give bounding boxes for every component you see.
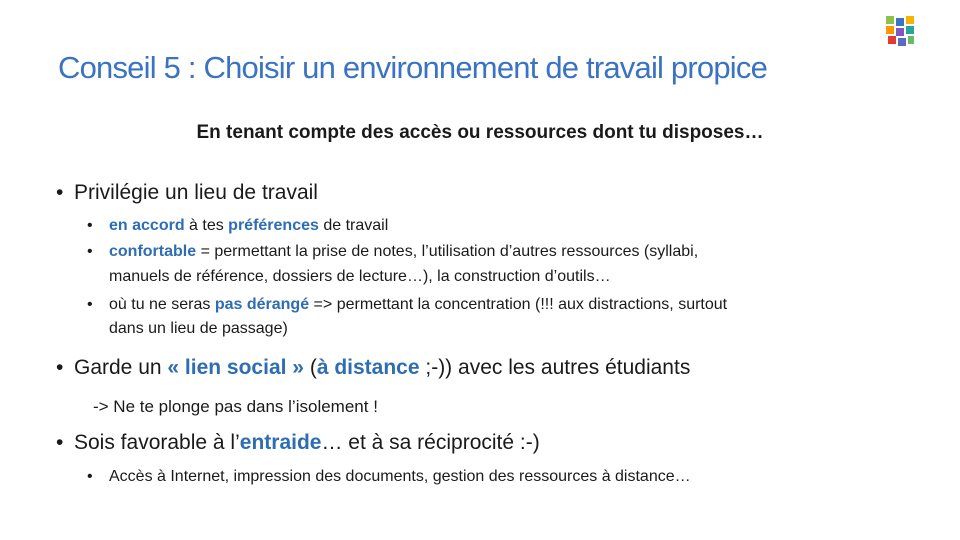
- bullet-dot: •: [56, 431, 64, 454]
- text: (: [303, 356, 317, 379]
- highlight-preferences: préférences: [228, 217, 319, 234]
- text: à tes: [184, 217, 229, 234]
- text: Accès à Internet, impression des documents, gestion des ressources à distance…: [109, 468, 691, 485]
- sub-bullet-comfortable: [87, 243, 698, 261]
- bullet-dot: •: [56, 356, 64, 379]
- bullet-mutual-aid: [56, 431, 540, 455]
- bullet-dot: •: [87, 217, 93, 234]
- bullet-dot: •: [56, 181, 64, 204]
- text: de travail: [318, 217, 389, 234]
- bullet-workplace: [56, 181, 318, 205]
- text: => permettant la concentration (!!! aux distractions, surtout: [309, 296, 728, 313]
- bullet-dot: •: [87, 243, 93, 260]
- sub-bullet-resources: [87, 468, 691, 486]
- bullet-workplace-text: Privilégie un lieu de travail: [74, 181, 318, 204]
- text: Sois favorable à l’: [74, 431, 240, 454]
- text: = permettant la prise de notes, l’utilisation d’autres ressources (syllabi,: [196, 243, 699, 260]
- highlight-lien-social: « lien social »: [167, 356, 304, 379]
- highlight-a-distance: à distance: [316, 356, 420, 379]
- sub-bullet-preferences: [87, 217, 388, 235]
- text: … et à sa réciprocité :-): [321, 431, 540, 454]
- highlight-pas-derange: pas dérangé: [214, 296, 310, 313]
- text: où tu ne seras: [109, 296, 215, 313]
- highlight-confortable: confortable: [109, 243, 197, 260]
- slide-subtitle: En tenant compte des accès ou ressources dont tu disposes…: [196, 122, 764, 143]
- bullet-social-link: [56, 356, 690, 380]
- highlight-entraide: entraide: [239, 431, 322, 454]
- sub-bullet-undisturbed: [87, 296, 727, 314]
- highlight-en-accord: en accord: [109, 217, 185, 234]
- note-isolation: -> Ne te plonge pas dans l’isolement !: [93, 397, 378, 416]
- bullet-dot: •: [87, 468, 93, 485]
- text: Garde un: [74, 356, 168, 379]
- logo-icon: [884, 14, 916, 48]
- sub-bullet-comfortable-cont: manuels de référence, dossiers de lecture…), la construction d’outils…: [109, 268, 611, 285]
- bullet-dot: •: [87, 296, 93, 313]
- sub-bullet-undisturbed-cont: dans un lieu de passage): [109, 320, 288, 337]
- slide-title: Conseil 5 : Choisir un environnement de travail propice: [58, 50, 768, 85]
- text: ;-)) avec les autres étudiants: [419, 356, 691, 379]
